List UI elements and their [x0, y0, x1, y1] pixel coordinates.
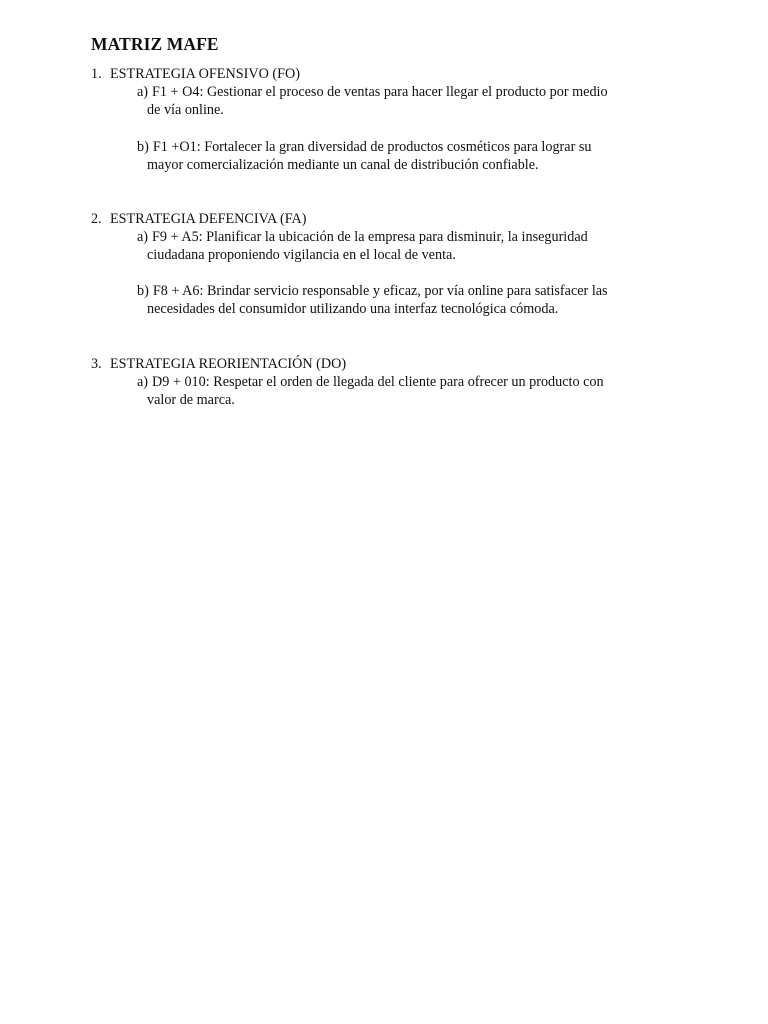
section-reorientacion [91, 355, 658, 409]
section-heading [91, 210, 658, 228]
item-label: a) [137, 229, 149, 245]
section-number: 3. [91, 356, 102, 372]
item-text-line2: ciudadana proponiendo vigilancia en el local de venta. [147, 247, 456, 264]
section-defenciva [91, 210, 658, 318]
section-number: 1. [91, 66, 102, 82]
section-ofensivo [91, 65, 658, 174]
section-title: ESTRATEGIA REORIENTACIÓN (DO) [110, 356, 347, 372]
section-title: ESTRATEGIA OFENSIVO (FO) [110, 66, 300, 82]
section-heading [91, 355, 658, 373]
item-text-line1: F8 + A6: Brindar servicio responsable y eficaz, por vía online para satisfacer las [152, 283, 608, 299]
item-label: b) [137, 283, 149, 299]
strategy-item [137, 83, 658, 119]
item-label: b) [137, 139, 149, 155]
page-title: MATRIZ MAFE [91, 34, 219, 54]
strategy-item [137, 138, 658, 174]
item-text-line1: F9 + A5: Planificar la ubicación de la empresa para disminuir, la inseguridad [152, 229, 588, 245]
item-text-line1: D9 + 010: Respetar el orden de llegada del cliente para ofrecer un producto con [152, 374, 604, 390]
item-text-line2: mayor comercialización mediante un canal de distribución confiable. [147, 157, 539, 174]
strategy-item [137, 282, 658, 318]
strategy-item [137, 228, 658, 264]
item-text-line2: necesidades del consumidor utilizando una interfaz tecnológica cómoda. [147, 301, 559, 318]
section-number: 2. [91, 211, 102, 227]
section-heading [91, 65, 658, 83]
item-text-line1: F1 + O4: Gestionar el proceso de ventas para hacer llegar el producto por medio [152, 84, 608, 100]
item-text-line1: F1 +O1: Fortalecer la gran diversidad de productos cosméticos para lograr su [152, 139, 592, 155]
section-title: ESTRATEGIA DEFENCIVA (FA) [110, 211, 307, 227]
item-text-line2: de vía online. [147, 102, 224, 119]
strategy-item [137, 373, 658, 409]
item-label: a) [137, 374, 149, 390]
item-text-line2: valor de marca. [147, 392, 235, 409]
item-label: a) [137, 84, 149, 100]
